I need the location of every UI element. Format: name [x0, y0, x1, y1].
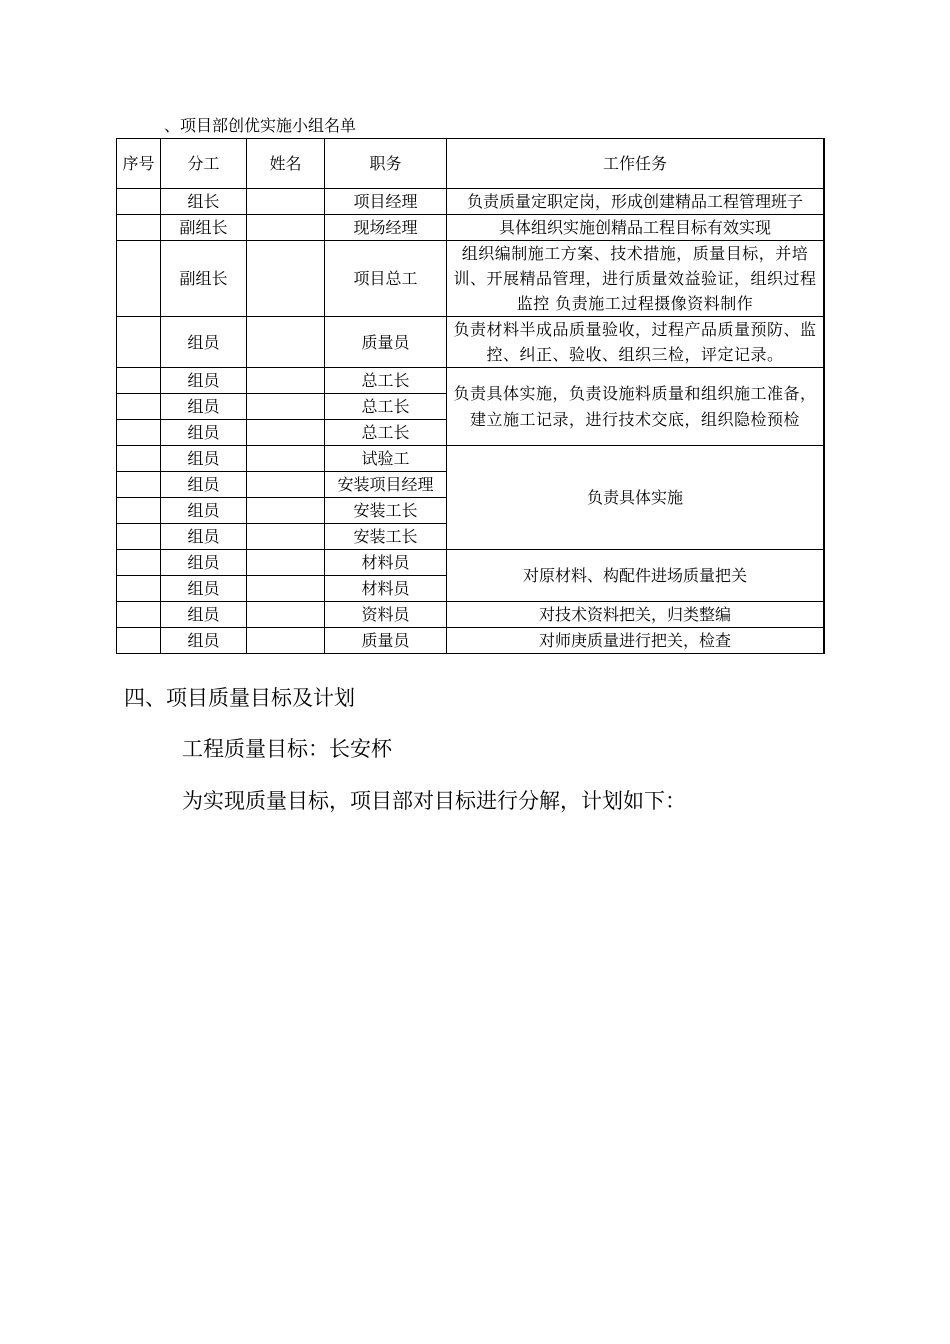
cell-position: 试验工 — [325, 446, 447, 472]
quality-goal-text: 工程质量目标：长安杯 — [182, 737, 392, 761]
cell-name — [247, 498, 325, 524]
cell-position: 总工长 — [325, 394, 447, 420]
cell-task-merged: 负责具体实施，负责设施料质量和组织施工准备，建立施工记录，进行技术交底，组织隐检预检 — [447, 368, 825, 446]
table-row — [117, 368, 825, 394]
cell-role: 副组长 — [161, 215, 247, 241]
cell-position: 安装项目经理 — [325, 472, 447, 498]
cell-role: 组员 — [161, 394, 247, 420]
cell-task: 对师庚质量进行把关，检查 — [447, 628, 825, 654]
cell-name — [247, 317, 325, 368]
cell-task: 负责材料半成品质量验收，过程产品质量预防、监控、纠正、验收、组织三检，评定记录。 — [447, 317, 825, 368]
header-seq: 序号 — [117, 139, 161, 189]
cell-seq — [117, 602, 161, 628]
quality-team-table — [116, 138, 825, 654]
cell-task: 具体组织实施创精品工程目标有效实现 — [447, 215, 825, 241]
cell-name — [247, 576, 325, 602]
cell-role: 组员 — [161, 317, 247, 368]
cell-name — [247, 446, 325, 472]
header-name: 姓名 — [247, 139, 325, 189]
cell-task-merged: 负责具体实施 — [447, 446, 825, 550]
header-position: 职务 — [325, 139, 447, 189]
cell-seq — [117, 446, 161, 472]
cell-seq — [117, 420, 161, 446]
table-row — [117, 550, 825, 576]
cell-name — [247, 394, 325, 420]
cell-role: 组员 — [161, 628, 247, 654]
cell-role: 组员 — [161, 498, 247, 524]
cell-position: 项目经理 — [325, 189, 447, 215]
cell-name — [247, 550, 325, 576]
cell-position: 项目总工 — [325, 241, 447, 317]
cell-seq — [117, 215, 161, 241]
cell-position: 质量员 — [325, 317, 447, 368]
cell-position: 材料员 — [325, 576, 447, 602]
cell-task: 组织编制施工方案、技术措施，质量目标，并培训、开展精品管理，进行质量效益验证，组织过程监控 负责施工过程摄像资料制作 — [447, 241, 825, 317]
cell-position: 总工长 — [325, 368, 447, 394]
table-row — [117, 602, 825, 628]
header-role: 分工 — [161, 139, 247, 189]
cell-role: 组员 — [161, 420, 247, 446]
cell-seq — [117, 317, 161, 368]
cell-position: 总工长 — [325, 420, 447, 446]
cell-name — [247, 215, 325, 241]
cell-role: 组员 — [161, 576, 247, 602]
table-header-row — [117, 139, 825, 189]
cell-task: 负责质量定职定岗，形成创建精品工程管理班子 — [447, 189, 825, 215]
cell-role: 组员 — [161, 550, 247, 576]
cell-role: 组员 — [161, 602, 247, 628]
cell-role: 组员 — [161, 472, 247, 498]
cell-name — [247, 628, 325, 654]
cell-task: 对技术资料把关，归类整编 — [447, 602, 825, 628]
cell-seq — [117, 550, 161, 576]
table-row — [117, 215, 825, 241]
table-row — [117, 317, 825, 368]
cell-seq — [117, 498, 161, 524]
cell-task-merged: 对原材料、构配件进场质量把关 — [447, 550, 825, 602]
cell-name — [247, 524, 325, 550]
cell-seq — [117, 628, 161, 654]
cell-seq — [117, 189, 161, 215]
cell-role: 副组长 — [161, 241, 247, 317]
cell-name — [247, 241, 325, 317]
plan-intro-text: 为实现质量目标，项目部对目标进行分解，计划如下： — [182, 789, 686, 813]
table-row — [117, 189, 825, 215]
cell-role: 组员 — [161, 368, 247, 394]
cell-role: 组长 — [161, 189, 247, 215]
cell-position: 安装工长 — [325, 498, 447, 524]
table-row — [117, 446, 825, 472]
header-task: 工作任务 — [447, 139, 825, 189]
cell-seq — [117, 524, 161, 550]
table-row — [117, 241, 825, 317]
table-row — [117, 628, 825, 654]
cell-seq — [117, 576, 161, 602]
cell-role: 组员 — [161, 446, 247, 472]
cell-seq — [117, 368, 161, 394]
cell-position: 资料员 — [325, 602, 447, 628]
cell-seq — [117, 472, 161, 498]
cell-position: 现场经理 — [325, 215, 447, 241]
cell-position: 质量员 — [325, 628, 447, 654]
cell-name — [247, 420, 325, 446]
cell-name — [247, 602, 325, 628]
cell-seq — [117, 394, 161, 420]
cell-seq — [117, 241, 161, 317]
cell-position: 安装工长 — [325, 524, 447, 550]
section-heading: 四、项目质量目标及计划 — [124, 686, 355, 710]
cell-name — [247, 189, 325, 215]
cell-name — [247, 368, 325, 394]
cell-name — [247, 472, 325, 498]
cell-position: 材料员 — [325, 550, 447, 576]
cell-role: 组员 — [161, 524, 247, 550]
table-caption: 、项目部创优实施小组名单 — [164, 116, 357, 135]
